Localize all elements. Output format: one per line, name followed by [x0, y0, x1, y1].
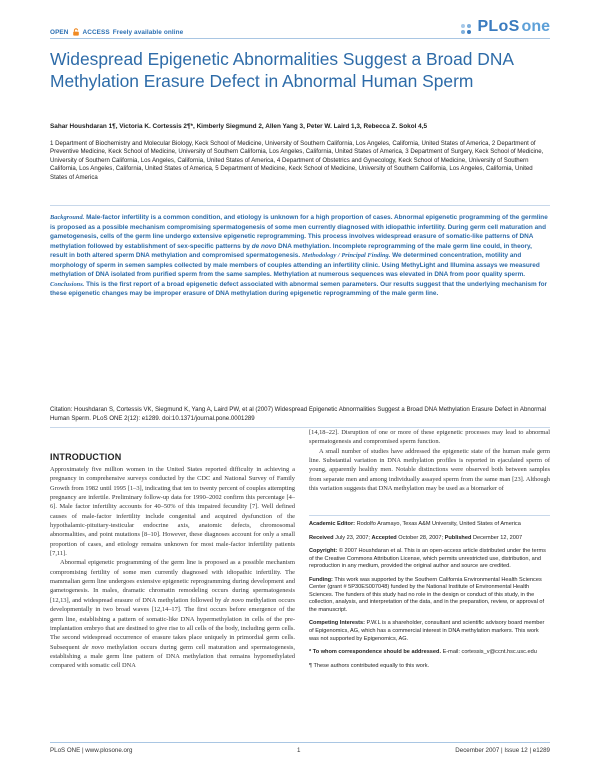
abstract-divider-top [50, 205, 550, 206]
body-column-left [50, 465, 295, 671]
abstract-denovo: de novo [251, 242, 277, 250]
abstract [50, 213, 550, 299]
logo-one-text: one [521, 18, 550, 35]
introduction-heading: INTRODUCTION [50, 452, 122, 462]
abstract-background-text-2: DNA methylation. Incomplete reprogramming of the male germ line could, in theory, result in both altered sperm DNA methylation and compromised spermatogenesis. [50, 242, 532, 260]
access-label: ACCESS [82, 28, 110, 36]
logo-plos-text: PLoS [477, 18, 520, 35]
dates: Received July 23, 2007; Accepted October 28, 2007; Published December 12, 2007 [309, 534, 523, 541]
abstract-conclusion-text: This is the first report of a broad epigenetic defect associated with abnormal semen parameters. Our results suggest that the underlying mechanism for these epigenetic changes may be improper erasure of DNA methylation during epigenetic reprogramming of the male germ line. [50, 280, 548, 298]
abstract-method-text: We determined concentration, motility and morphology of sperm in semen samples collected by male members of couples attending an infertility clinic. Using MethyLight and Illumina assays we measured methylation of DNA isolated from purified sperm from the same samples. Methylation at numerous sequences was elevated in DNA from poor quality sperm. [50, 252, 540, 279]
article-metadata [309, 521, 550, 676]
free-available-label: Freely available online [112, 28, 184, 36]
intro-paragraph-4: A small number of studies have addressed the epigenetic state of the human male germ line. Substantial variation in DNA methylation profiles is reported in ejaculated sperm of young, apparently healthy men. Notable distinctions were observed both between samples from separate men and among individually assayed sperm from the same man [23]. Although this variation suggests that DNA methylation may be used as a biomarker of [309, 447, 550, 493]
body-column-right [309, 428, 550, 493]
metadata-divider [309, 515, 550, 516]
intro-paragraph-1: Approximately five million women in the United States reported difficulty in achieving a pregnancy in comprehensive surveys conducted by the CDC and National Survey of Family Growth from 1982 until 1995 [1–3], indicating that ten to twenty percent of couples attempting pregnancy are infertile. Preliminary follow-up data for 1990–2002 confirm this percentage [4–6]. Male factor infertility accounts for 40–50% of this impaired fecundity [7]. Well defined causes of male-factor infertility include congenital and acquired dysfunction of the hypothalamic-pituitary-testicular endocrine axis, anatomic defects, chromosomal abnormalities, and point mutations [8–10]. However, these diagnoses account for only a small proportion of cases, and etiology remains unknown for most male-factor infertility patients [7,11]. [50, 466, 295, 558]
footer-journal: PLoS ONE | www.plosone.org [50, 747, 133, 754]
logo-dots-icon [459, 22, 473, 36]
funding: Funding: This work was supported by the Southern California Environmental Health Sciences Center (grant # 5P30ES007048) funded by the National Institute of Environmental Health Sciences. The funders of this study had no role in the design or conduct of this study, in the collection, analysis, and interpretation of the data, and in the preparation, review, or approval of the manuscript. [309, 576, 545, 613]
open-lock-icon [72, 28, 80, 36]
academic-editor: Academic Editor: Rodolfo Aramayo, Texas A&M University, United States of America [309, 521, 521, 527]
open-label: OPEN [50, 28, 69, 36]
open-access-banner [50, 28, 183, 36]
footer-issue: December 2007 | Issue 12 | e1289 [455, 747, 550, 754]
affiliations: 1 Department of Biochemistry and Molecular Biology, Keck School of Medicine, University of Southern California, Los Angeles, California, United States of America, 2 Department of Preventive Medicine, Keck School of Medicine, University of Southern California, Los Angeles, California, United States of America, 3 Department of Surgery, Keck School of Medicine, University of Southern California, Los Angeles, California, United States of America, 4 Department of Obstetrics and Gynecology, Keck School of Medicine, University of Southern California, Los Angeles, California, United States of America, 5 Department of Medicine, Keck School of Medicine, University of Southern California, Los Angeles, California, United States of America [50, 140, 544, 181]
author-list: Sahar Houshdaran 1¶, Victoria K. Cortessis 2¶*, Kimberly Siegmund 2, Allen Yang 3, Peter W. Laird 1,3, Rebecca Z. Sokol 4,5 [50, 123, 428, 130]
footer-divider [50, 742, 550, 743]
intro-paragraph-2: Abnormal epigenetic programming of the germ line is proposed as a possible mechanism compromising fertility of some men currently diagnosed with idiopathic infertility. The mammalian germ line undergoes extensive epigenetic reprogramming during development and gametogenesis. In males, dramatic chromatin remodeling occurs during spermatogenesis [12,13], and widespread erasure of DNA methylation followed by de novo methylation occurs developmentally in two broad waves [12,14–17]. The first occurs before emergence of the germ line, establishing a pattern of somatic-like DNA hypermethylation in cells of the pre-implantation embryo that are destined to give rise to all cells of the body, including germ cells. The second widespread occurrence of erasure takes place uniquely in primordial germ cells. Subsequent de novo methylation occurs during germ cell maturation and spermatogenesis, establishing a male germ line pattern of DNA methylation that remains hypomethylated compared with somatic cell DNA [50, 559, 296, 670]
header-divider [50, 38, 550, 39]
correspondence: * To whom correspondence should be addressed. E-mail: cortessis_v@ccnt.hsc.usc.edu [309, 649, 537, 656]
citation: Citation: Houshdaran S, Cortessis VK, Siegmund K, Yang A, Laird PW, et al (2007) Widespread Epigenetic Abnormalities Suggest a Broad DNA Methylation Erasure Defect in Abnormal Human Sperm. PLoS ONE 2(12): e1289. doi:10.1371/journal.pone.0001289 [50, 406, 546, 422]
abstract-method-heading: Methodology / Principal Finding. [301, 252, 391, 260]
competing-interests: Competing Interests: P.W.L is a shareholder, consultant and scientific advisory board member of Epigenomics, AG, which has a commercial interest in DNA methylation markers. This work was not supported by Epigenomics, AG. [309, 620, 545, 642]
intro-paragraph-3: [14,18–22]. Disruption of one or more of these epigenetic processes may lead to abnormal spermatogenesis and compromised sperm function. [309, 429, 550, 446]
plos-one-logo [459, 18, 550, 36]
copyright: Copyright: © 2007 Houshdaran et al. This is an open-access article distributed under the terms of the Creative Commons Attribution License, which permits unrestricted use, distribution, and reproduction in any medium, provided the original author and source are credited. [309, 548, 546, 570]
equal-contribution-note: ¶ These authors contributed equally to this work. [309, 662, 430, 669]
footer-page-number: 1 [297, 747, 301, 754]
abstract-background-heading: Background. [50, 214, 85, 221]
abstract-conclusion-heading: Conclusions. [50, 280, 85, 288]
abstract-background-text: Male-factor infertility is a common condition, and etiology is unknown for a high proportion of cases. Abnormal epigenetic programming of the germline is proposed as a possible mechanism compromising spermatogenesis of some men currently diagnosed with idiopathic infertility. During germ cell maturation and gametogenesis, cells of the germ line undergo extensive epigenetic reprogramming. This process involves widespread erasure of somatic-like patterns of DNA methylation followed by establishment of sex-specific patterns by [50, 214, 548, 250]
article-title: Widespread Epigenetic Abnormalities Suggest a Broad DNA Methylation Erasure Defect in Abnormal Human Sperm [50, 49, 514, 91]
